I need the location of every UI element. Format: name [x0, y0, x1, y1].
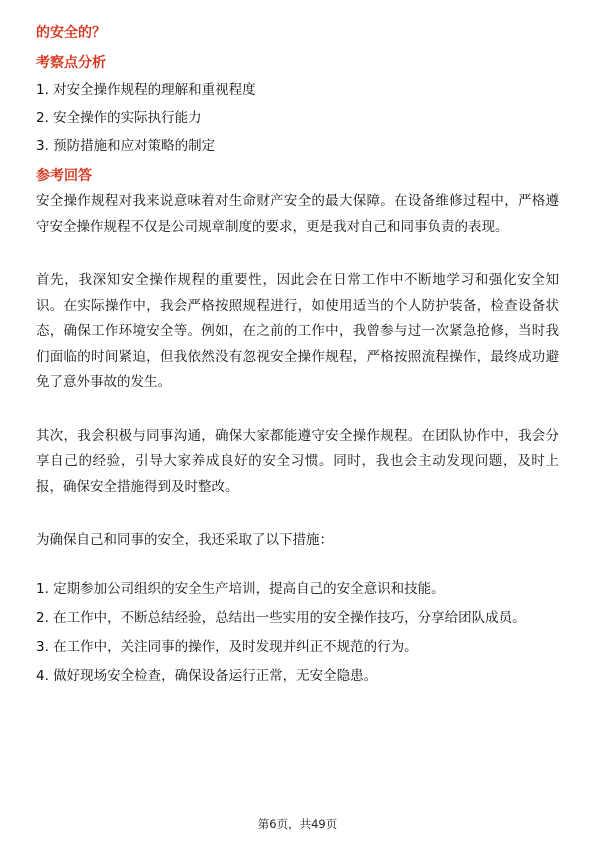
answer-heading: 参考回答	[36, 168, 92, 184]
analysis-heading: 考察点分析	[36, 55, 106, 71]
measure-item: 4. 做好现场安全检查，确保设备运行正常，无安全隐患。	[36, 667, 378, 684]
question-tail: 的安全的？	[36, 25, 106, 41]
analysis-item: 3. 预防措施和应对策略的制定	[36, 138, 216, 154]
paragraph-gap	[36, 554, 559, 578]
page-content	[36, 22, 559, 694]
analysis-item: 2. 安全操作的实际执行能力	[36, 110, 202, 126]
paragraph-gap	[36, 500, 559, 528]
answer-paragraph: 首先，我深知安全操作规程的重要性，因此会在日常工作中不断地学习和强化安全知识。在实际操作中，我会严格按照规程进行，如使用适当的个人防护装备，检查设备状态，确保工作环境安全等。例如，在之前的工作中，我曾参与过一次紧急抢修，当时我们面临的时间紧迫，但我依然没有忽视安全操作规程，严格按照流程操作，最终成功避免了意外事故的发生。	[36, 272, 559, 390]
measure-item: 1. 定期参加公司组织的安全生产培训，提高自己的安全意识和技能。	[36, 580, 445, 597]
analysis-list	[36, 79, 559, 157]
paragraph-gap	[36, 240, 559, 268]
analysis-item: 1. 对安全操作规程的理解和重视程度	[36, 82, 256, 98]
measure-item: 2. 在工作中，不断总结经验，总结出一些实用的安全操作技巧，分享给团队成员。	[36, 609, 526, 626]
answer-paragraph: 其次，我会积极与同事沟通，确保大家都能遵守安全操作规程。在团队协作中，我会分享自己的经验，引导大家养成良好的安全习惯。同时，我也会主动发现问题，及时上报，确保安全措施得到及时整改。	[36, 427, 559, 495]
page-number: 第6页，共49页	[257, 817, 338, 831]
measure-item: 3. 在工作中，关注同事的操作，及时发现并纠正不规范的行为。	[36, 638, 418, 655]
paragraph-gap	[36, 396, 559, 424]
measures-list	[36, 578, 559, 687]
answer-paragraph: 为确保自己和同事的安全，我还采取了以下措施：	[36, 532, 333, 548]
answer-paragraph: 安全操作规程对我来说意味着对生命财产安全的最大保障。在设备维修过程中，严格遵守安全操作规程不仅是公司规章制度的要求，更是我对自己和同事负责的表现。	[36, 193, 559, 235]
